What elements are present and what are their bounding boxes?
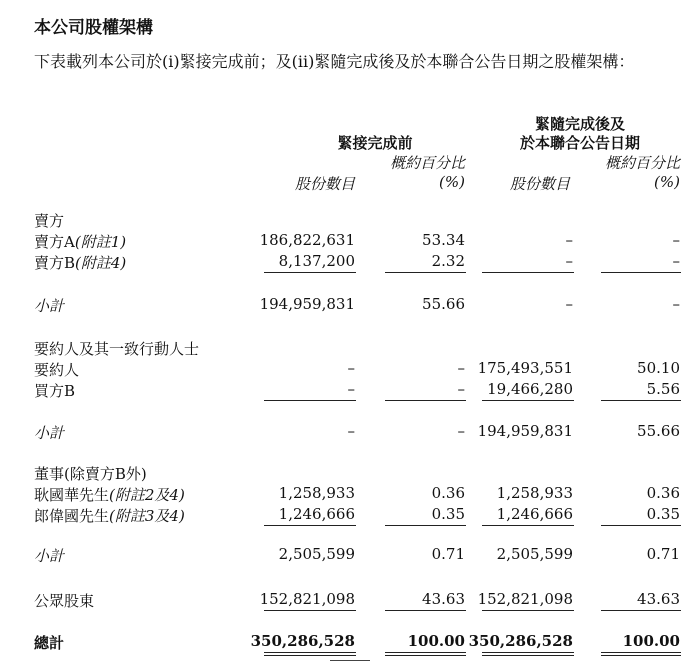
header-after-completion-line1: 緊隨完成後及 — [534, 115, 625, 133]
double-underline — [385, 655, 466, 656]
subtotal-rule — [482, 272, 574, 273]
subtotal-offeror-after-pct: 55.66 — [637, 422, 680, 440]
subtotal-vendors-after-pct: – — [672, 295, 680, 313]
intro-paragraph: 下表載列本公司於(i)緊接完成前；及(ii)緊隨完成後及於本聯合公告日期之股權架構： — [34, 52, 635, 71]
cell-purchaser-b-before-pct: – — [457, 380, 465, 398]
row-label-offeror: 要約人 — [34, 361, 80, 379]
subtotal-vendors-before-pct: 55.66 — [422, 295, 465, 313]
double-underline — [482, 655, 574, 656]
subtotal-rule — [385, 525, 466, 526]
cell-total-before-pct: 100.00 — [407, 632, 465, 650]
subtotal-rule — [264, 272, 356, 273]
subtotal-rule — [385, 400, 466, 401]
double-underline — [482, 652, 574, 653]
subtotal-label-offeror: 小計 — [34, 424, 65, 442]
subtotal-rule — [264, 400, 356, 401]
cell-director-lang-after-shares: 1,246,666 — [496, 505, 573, 523]
cell-director-lang-before-shares: 1,246,666 — [278, 505, 355, 523]
subtotal-label-directors: 小計 — [34, 547, 65, 565]
row-label-director-lang: 郎偉國先生(附註3及4) — [34, 507, 185, 525]
cell-total-after-shares: 350,286,528 — [468, 632, 573, 650]
cell-public-before-shares: 152,821,098 — [259, 590, 355, 608]
cell-total-before-shares: 350,286,528 — [250, 632, 355, 650]
section-heading-offeror: 要約人及其一致行動人士 — [34, 340, 200, 358]
section-heading-directors: 董事(除賣方B外) — [34, 465, 147, 483]
subtotal-offeror-before-shares: – — [347, 422, 355, 440]
subtotal-rule — [601, 525, 681, 526]
cell-director-geng-after-pct: 0.36 — [646, 484, 680, 502]
header-after-completion-line2: 於本聯合公告日期 — [519, 134, 640, 152]
cell-vendor-b-before-pct: 2.32 — [431, 252, 465, 270]
cell-public-before-pct: 43.63 — [422, 590, 465, 608]
subtotal-vendors-after-shares: – — [565, 295, 573, 313]
cell-director-lang-after-pct: 0.35 — [646, 505, 680, 523]
subtotal-rule — [482, 400, 574, 401]
row-label-director-geng: 耿國華先生(附註2及4) — [34, 486, 185, 504]
cell-offeror-before-pct: – — [457, 359, 465, 377]
cell-public-after-shares: 152,821,098 — [477, 590, 573, 608]
header-before-completion: 緊接完成前 — [337, 134, 413, 152]
subtotal-label-vendors: 小計 — [34, 297, 65, 315]
cell-vendor-a-after-shares: – — [565, 231, 573, 249]
cell-offeror-after-shares: 175,493,551 — [477, 359, 573, 377]
cell-purchaser-b-after-shares: 19,466,280 — [487, 380, 573, 398]
cell-public-after-pct: 43.63 — [637, 590, 680, 608]
subtotal-rule — [264, 525, 356, 526]
cell-offeror-after-pct: 50.10 — [637, 359, 680, 377]
cell-vendor-a-after-pct: – — [672, 231, 680, 249]
header-pct-unit-before: (%) — [439, 173, 465, 191]
subtotal-rule — [601, 400, 681, 401]
subtotal-directors-before-shares: 2,505,599 — [278, 545, 355, 563]
double-underline — [264, 652, 356, 653]
cell-vendor-b-after-pct: – — [672, 252, 680, 270]
cell-director-geng-after-shares: 1,258,933 — [496, 484, 573, 502]
header-pct-unit-after: (%) — [654, 173, 680, 191]
cell-offeror-before-shares: – — [347, 359, 355, 377]
cell-total-after-pct: 100.00 — [622, 632, 680, 650]
total-rule — [264, 610, 356, 611]
double-underline — [601, 652, 681, 653]
row-label-purchaser-b: 買方B — [34, 382, 76, 400]
cell-director-lang-before-pct: 0.35 — [431, 505, 465, 523]
subtotal-directors-before-pct: 0.71 — [431, 545, 465, 563]
row-label-vendor-a: 賣方A(附註1) — [34, 233, 127, 251]
double-underline — [601, 655, 681, 656]
header-shares-before: 股份數目 — [294, 175, 355, 193]
subtotal-directors-after-shares: 2,505,599 — [496, 545, 573, 563]
subtotal-rule — [601, 272, 681, 273]
row-label-total: 總計 — [34, 634, 65, 652]
subtotal-rule — [482, 525, 574, 526]
page-title: 本公司股權架構 — [34, 18, 153, 38]
total-rule — [385, 610, 466, 611]
cell-vendor-b-after-shares: – — [565, 252, 573, 270]
cell-vendor-a-before-pct: 53.34 — [422, 231, 465, 249]
cell-purchaser-b-after-pct: 5.56 — [646, 380, 680, 398]
section-heading-vendors: 賣方 — [34, 212, 65, 230]
header-pct-before: 概約百分比 — [389, 154, 465, 172]
cell-vendor-b-before-shares: 8,137,200 — [278, 252, 355, 270]
cell-vendor-a-before-shares: 186,822,631 — [259, 231, 355, 249]
header-shares-after: 股份數目 — [509, 175, 570, 193]
subtotal-directors-after-pct: 0.71 — [646, 545, 680, 563]
cell-purchaser-b-before-shares: – — [347, 380, 355, 398]
row-label-vendor-b: 賣方B(附註4) — [34, 254, 127, 272]
total-rule — [601, 610, 681, 611]
cell-director-geng-before-shares: 1,258,933 — [278, 484, 355, 502]
subtotal-rule — [385, 272, 466, 273]
total-rule — [482, 610, 574, 611]
header-pct-after: 概約百分比 — [604, 154, 680, 172]
row-label-public: 公眾股東 — [34, 592, 95, 610]
subtotal-offeror-after-shares: 194,959,831 — [477, 422, 573, 440]
subtotal-offeror-before-pct: – — [457, 422, 465, 440]
subtotal-vendors-before-shares: 194,959,831 — [259, 295, 355, 313]
page-number-fragment — [330, 660, 370, 661]
double-underline — [264, 655, 356, 656]
cell-director-geng-before-pct: 0.36 — [431, 484, 465, 502]
double-underline — [385, 652, 466, 653]
